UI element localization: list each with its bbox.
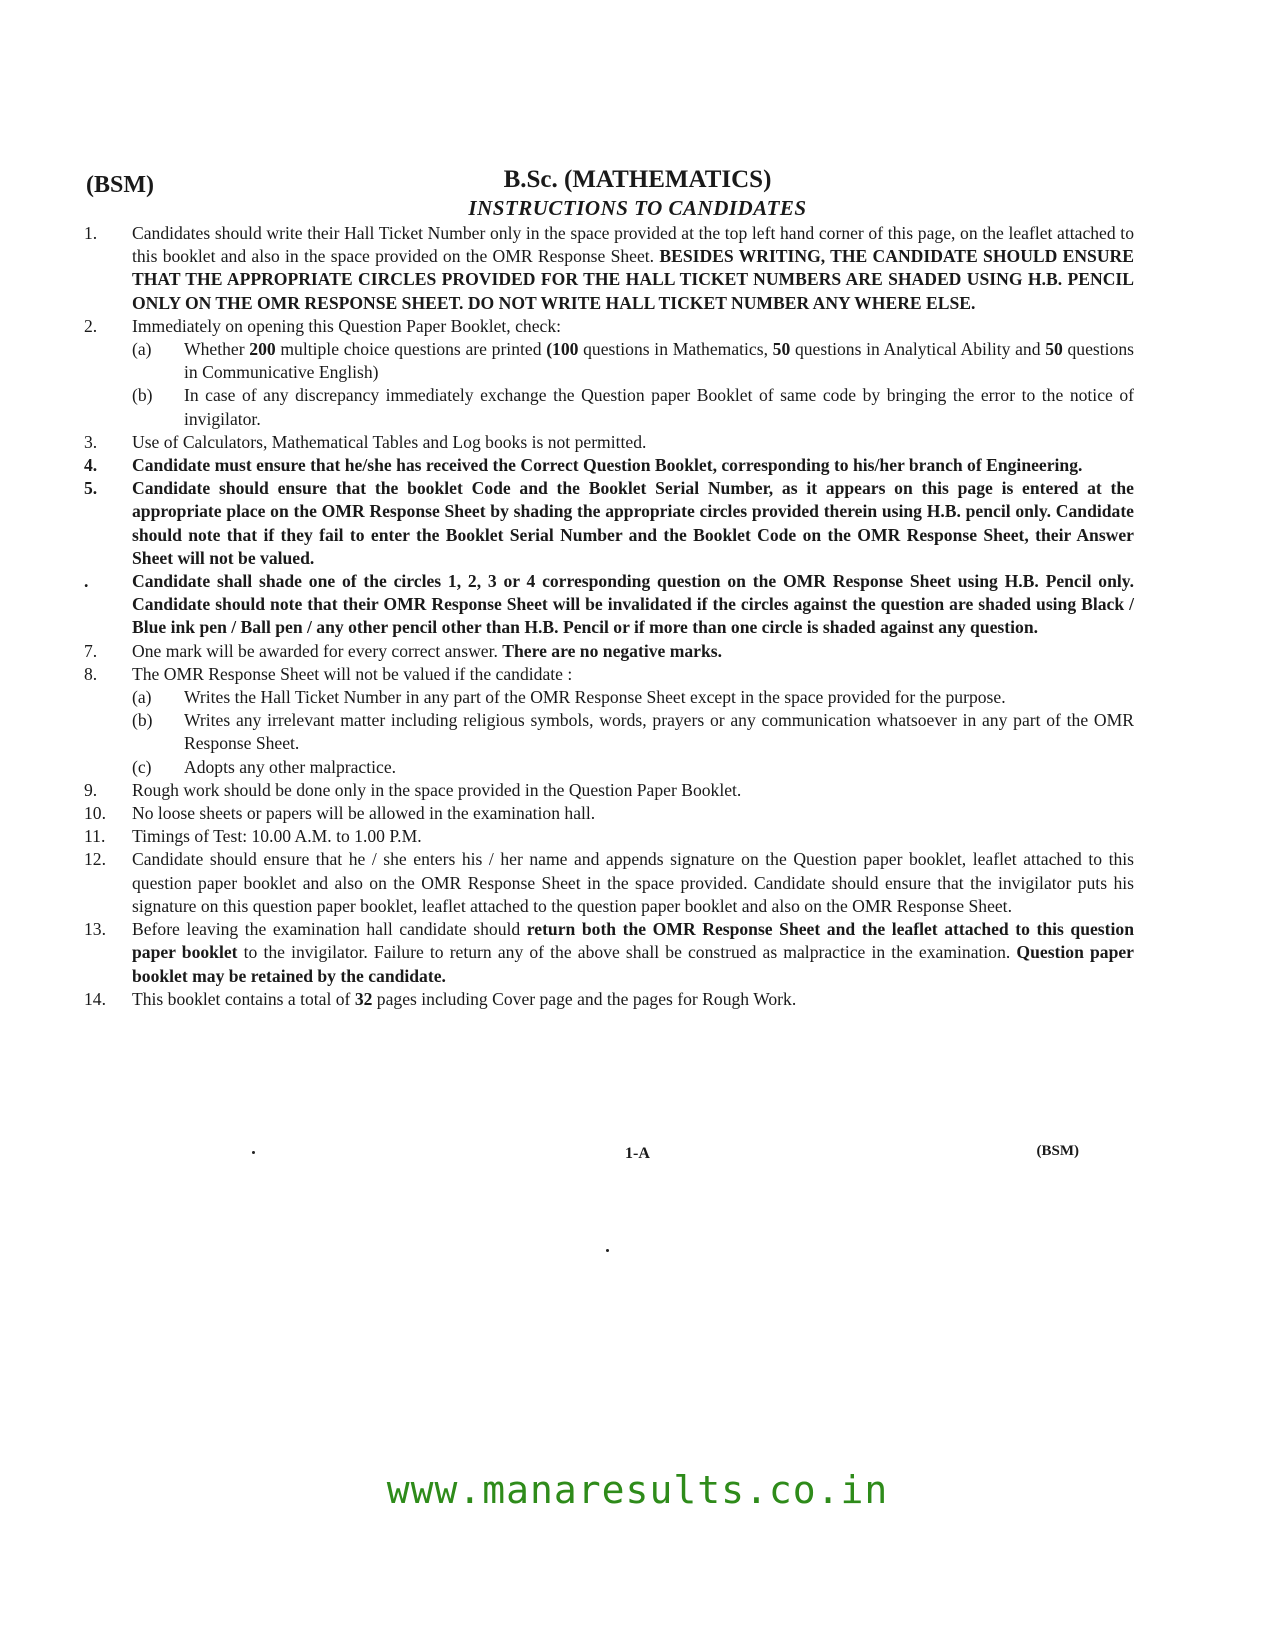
scan-speck [606, 1249, 609, 1252]
instruction-text: Timings of Test: 10.00 A.M. to 1.00 P.M. [132, 826, 422, 847]
instruction-number: 11. [84, 826, 106, 847]
instruction-number: 8. [84, 663, 98, 684]
instruction-text: The OMR Response Sheet will not be valued if the candidate : (a) Writes the Hall Ticket Number in any part of the OMR Response Sheet except in the space provided for the purpose. (b) Writes any irrelevant matter including religious symbols, words, prayers or any communication whatsoever in any part of the OMR Response Sheet. (c) Adopts any other malpractice. [132, 663, 1134, 779]
instruction-item [84, 570, 1134, 640]
booklet-code-header: (BSM) [86, 172, 154, 198]
sub-item: (a) Writes the Hall Ticket Number in any part of the OMR Response Sheet except in the space provided for the purpose. [132, 687, 1006, 708]
sub-item: (a) Whether 200 multiple choice questions are printed (100 questions in Mathematics, 50 questions in Analytical Ability and 50 questions in Communicative English) [132, 339, 1134, 383]
instruction-number: 12. [84, 849, 106, 870]
instruction-text: Immediately on opening this Question Paper Booklet, check: (a) Whether 200 multiple choice questions are printed (100 questions in Mathematics, 50 questions in Analytical Ability and 50 questions in Communicative English) (b) In case of any discrepancy immediately exchange the Question paper Booklet of same code by bringing the error to the notice of invigilator. [132, 315, 1134, 431]
instruction-number: 4. [84, 455, 98, 476]
instruction-number: . [84, 571, 89, 592]
instruction-item [84, 848, 1134, 918]
instruction-text: Candidate should ensure that he / she enters his / her name and appends signature on the Question paper booklet, leaflet attached to this question paper booklet and also on the OMR Response Sheet in the space provided. Candidate should ensure that the invigilator puts his signature on this question paper booklet, leaflet attached to the question paper booklet and also on the OMR Response Sheet. [132, 849, 1134, 916]
instruction-text: One mark will be awarded for every correct answer. There are no negative marks. [132, 640, 723, 661]
instruction-number: 13. [84, 919, 106, 940]
instruction-item [84, 477, 1134, 570]
instruction-text: Rough work should be done only in the space provided in the Question Paper Booklet. [132, 779, 742, 800]
page-title: B.Sc. (MATHEMATICS) [503, 166, 772, 193]
instruction-number: 5. [84, 478, 98, 499]
instruction-number: 2. [84, 315, 98, 336]
instruction-item [84, 779, 1134, 802]
instruction-item [84, 802, 1134, 825]
instruction-item [84, 431, 1134, 454]
sub-item: (c) Adopts any other malpractice. [132, 756, 397, 777]
website-watermark: www.manaresults.co.in [386, 1468, 889, 1512]
instruction-item [84, 663, 1134, 779]
instruction-text: This booklet contains a total of 32 pages including Cover page and the pages for Rough Work. [132, 988, 797, 1009]
instruction-number: 10. [84, 803, 106, 824]
instruction-text: Candidate should ensure that the booklet Code and the Booklet Serial Number, as it appears on this page is entered at the appropriate place on the OMR Response Sheet by shading the appropriate circles provided therein using H.B. pencil only. Candidate should note that if they fail to enter the Booklet Serial Number and the Booklet Code on the OMR Response Sheet, their Answer Sheet will not be valued. [132, 478, 1134, 568]
instructions-list [84, 222, 1134, 1011]
sub-item: (b) In case of any discrepancy immediately exchange the Question paper Booklet of same code by bringing the error to the notice of invigilator. [132, 385, 1134, 429]
instruction-number: 14. [84, 988, 106, 1009]
instruction-item [84, 315, 1134, 431]
instruction-item [84, 640, 1134, 663]
booklet-code-footer: (BSM) [1036, 1143, 1079, 1159]
instruction-item [84, 222, 1134, 315]
instruction-text: Candidate shall shade one of the circles 1, 2, 3 or 4 corresponding question on the OMR Response Sheet using H.B. Pencil only. Candidate should note that their OMR Response Sheet will be invalidated if the circles against the question are shaded using Black / Blue ink pen / Ball pen / any other pencil other than H.B. Pencil or if more than one circle is shaded against any question. [132, 571, 1134, 638]
instruction-text: No loose sheets or papers will be allowed in the examination hall. [132, 803, 596, 824]
instruction-number: 1. [84, 223, 98, 243]
instruction-text: Before leaving the examination hall candidate should return both the OMR Response Sheet and the leaflet attached to this question paper booklet to the invigilator. Failure to return any of the above shall be construed as malpractice in the examination. Question paper booklet may be retained by the candidate. [132, 919, 1134, 986]
page-subtitle: INSTRUCTIONS TO CANDIDATES [468, 196, 807, 220]
instruction-number: 7. [84, 640, 98, 661]
instruction-item [84, 918, 1134, 988]
instruction-item [84, 988, 1134, 1011]
instruction-text: Candidate must ensure that he/she has received the Correct Question Booklet, corresponding to his/her branch of Engineering. [132, 455, 1083, 476]
instruction-item [84, 454, 1134, 477]
instruction-item [84, 825, 1134, 848]
sub-item: (b) Writes any irrelevant matter including religious symbols, words, prayers or any communication whatsoever in any part of the OMR Response Sheet. [132, 710, 1134, 754]
page-number: 1-A [625, 1145, 650, 1162]
instruction-number: 3. [84, 431, 98, 452]
instruction-text: Use of Calculators, Mathematical Tables and Log books is not permitted. [132, 431, 647, 452]
instruction-text: Candidates should write their Hall Ticket Number only in the space provided at the top left hand corner of this page, on the leaflet attached to this booklet and also in the space provided on the OMR Response Sheet. BESIDES WRITING, THE CANDIDATE SHOULD ENSURE THAT THE APPROPRIATE CIRCLES PROVIDED FOR THE HALL TICKET NUMBERS ARE SHADED USING H.B. PENCIL ONLY ON THE OMR RESPONSE SHEET. DO NOT WRITE HALL TICKET NUMBER ANY WHERE ELSE. [132, 223, 1134, 313]
instruction-number: 9. [84, 779, 98, 800]
